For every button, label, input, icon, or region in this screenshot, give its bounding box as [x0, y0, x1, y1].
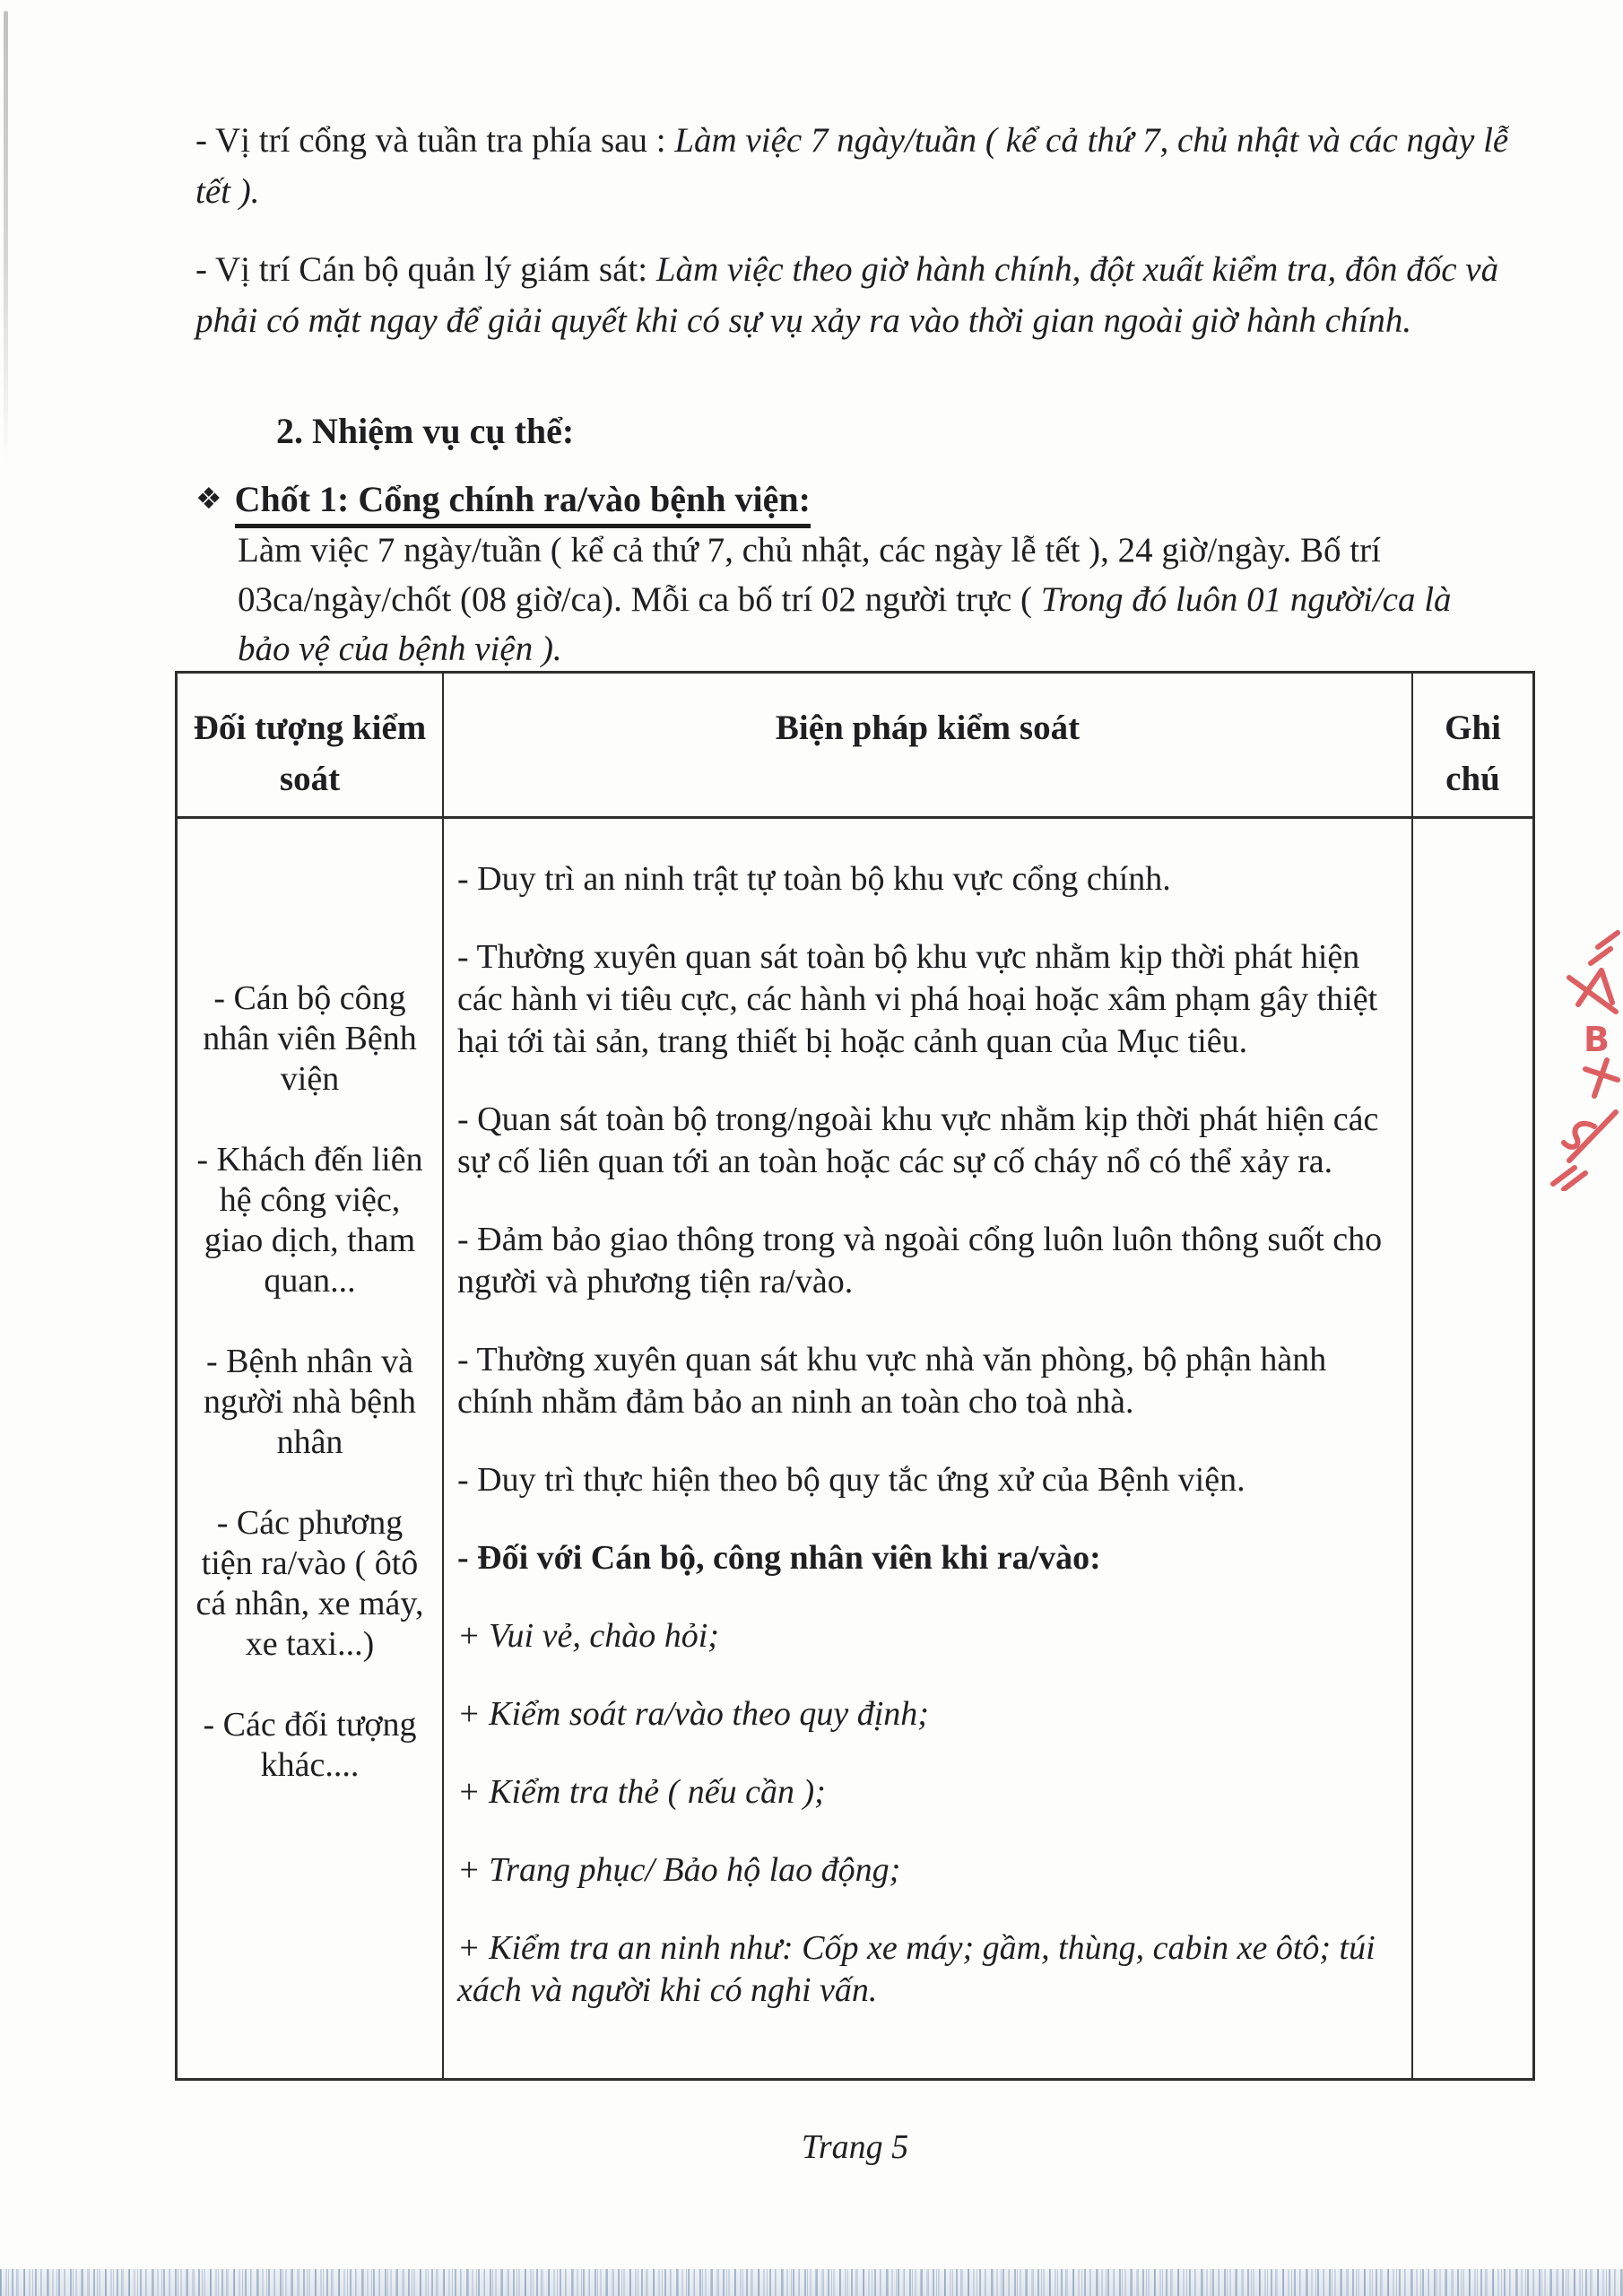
intro-bullet-2-italic: Làm việc theo giờ hành chính, đột xuất kiểm tra, đôn đốc và phải có mặt ngay để giải quyết khi có sự vụ xảy ra vào thời gian ngoài giờ hành chính. — [195, 250, 1499, 340]
scan-left-edge-artifact — [4, 11, 8, 464]
measure-item: - Duy trì thực hiện theo bộ quy tắc ứng xử của Bệnh viện. — [457, 1461, 1245, 1499]
measure-item: - Duy trì an ninh trật tự toàn bộ khu vực cổng chính. — [457, 860, 1171, 898]
page-footer: Trang 5 — [801, 2128, 909, 2166]
intro-bullet-2-lead: - Vị trí Cán bộ quản lý giám sát: — [195, 250, 656, 289]
measure-item: - Đối với Cán bộ, công nhân viên khi ra/vào: — [457, 1539, 1101, 1577]
subject-item: - Khách đến liên hệ công việc, giao dịch, tham quan... — [196, 1141, 423, 1300]
subject-item: - Cán bộ công nhân viên Bệnh viện — [203, 979, 417, 1098]
scan-bottom-noise — [0, 2269, 1623, 2296]
column-header-measure: Biện pháp kiểm soát — [444, 674, 1413, 819]
control-table — [175, 671, 1535, 2081]
checkpoint-description-italic: Trong đó luôn 01 người/ca là bảo vệ của bệnh viện ). — [238, 580, 1452, 668]
column-header-note: Ghi chú — [1413, 674, 1532, 819]
checkpoint-title: Chốt 1: Cổng chính ra/vào bệnh viện: — [235, 479, 811, 528]
measure-item: + Trang phục/ Bảo hộ lao động; — [457, 1851, 901, 1889]
subject-item: - Các phương tiện ra/vào ( ôtô cá nhân, xe máy, xe taxi...) — [195, 1504, 424, 1663]
measure-item: - Thường xuyên quan sát khu vực nhà văn phòng, bộ phận hành chính nhằm đảm bảo an ninh an toàn cho toà nhà. — [457, 1341, 1327, 1421]
measure-item: - Quan sát toàn bộ trong/ngoài khu vực nhằm kịp thời phát hiện các sự cố liên quan tới an toàn hoặc các sự cố cháy nổ có thể xảy ra. — [457, 1100, 1379, 1180]
measure-item: - Đảm bảo giao thông trong và ngoài cổng luôn luôn thông suốt cho người và phương tiện ra/vào. — [457, 1221, 1383, 1300]
checkpoint-description-lead: Làm việc 7 ngày/tuần ( kể cả thứ 7, chủ nhật, các ngày lễ tết ), 24 giờ/ngày. Bố trí 03ca/ngày/chốt (08 giờ/ca). Mỗi ca bố trí 02 người trực ( — [238, 531, 1381, 619]
intro-bullet-1-italic: Làm việc 7 ngày/tuần ( kể cả thứ 7, chủ nhật và các ngày lễ tết ). — [195, 121, 1509, 211]
handwritten-mark-2 — [1546, 1055, 1623, 1191]
handwritten-mark-1 — [1557, 924, 1623, 1060]
column-header-subject: Đối tượng kiểm soát — [178, 674, 444, 819]
subject-item: - Các đối tượng khác.... — [203, 1706, 417, 1784]
intro-bullet-1 — [195, 115, 1509, 217]
section-heading: 2. Nhiệm vụ cụ thể: — [276, 411, 575, 451]
checkpoint-description — [238, 526, 1511, 674]
checkpoint-heading — [195, 477, 811, 524]
note-cell — [1413, 819, 1532, 2078]
diamond-bullet-icon: ❖ — [195, 481, 222, 516]
measure-item: - Thường xuyên quan sát toàn bộ khu vực nhằm kịp thời phát hiện các hành vi tiêu cực, các hành vi phá hoại hoặc xâm phạm gây thiệt hại tới tài sản, trang thiết bị hoặc cảnh quan của Mục tiêu. — [457, 938, 1378, 1060]
measure-item: + Vui vẻ, chào hỏi; — [457, 1617, 719, 1655]
measure-list-cell — [444, 819, 1413, 2078]
subject-list-cell — [178, 819, 444, 2078]
measure-item: + Kiểm tra an ninh như: Cốp xe máy; gầm, thùng, cabin xe ôtô; túi xách và người khi có nghi vấn. — [457, 1929, 1376, 2009]
intro-bullet-2 — [195, 244, 1509, 346]
intro-bullet-1-lead: - Vị trí cổng và tuần tra phía sau : — [195, 121, 675, 160]
subject-item: - Bệnh nhân và người nhà bệnh nhân — [204, 1343, 416, 1461]
measure-item: + Kiểm tra thẻ ( nếu cần ); — [457, 1773, 826, 1811]
measure-item: + Kiểm soát ra/vào theo quy định; — [457, 1695, 929, 1733]
handwritten-letter: B — [1584, 1020, 1610, 1059]
